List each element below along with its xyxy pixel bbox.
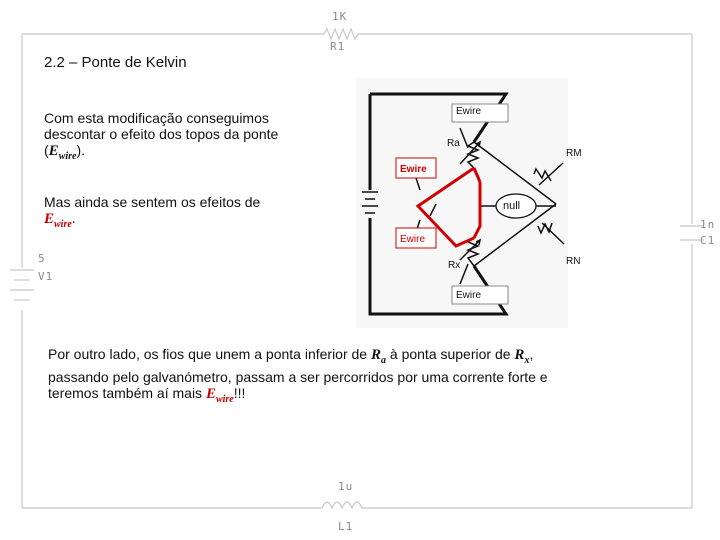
v1-ref-label: V1 — [38, 270, 54, 283]
c1-value-label: 1n — [700, 218, 716, 231]
p3-text2: à ponta superior de — [386, 346, 515, 362]
p3-line1 — [48, 346, 648, 369]
p3-text3: , — [529, 346, 534, 362]
ewire-letter: E — [44, 211, 55, 227]
ra-label: Ra — [447, 138, 460, 149]
l1-ref-label: L1 — [338, 520, 354, 533]
c1-ref-label: C1 — [700, 234, 716, 247]
rx-label: Rx — [448, 260, 461, 271]
l1-value-label: 1u — [338, 480, 354, 493]
ra-letter: R — [370, 347, 381, 363]
p2-line2 — [44, 210, 334, 233]
ewire-sub: wire — [54, 219, 72, 230]
p1-line1: Com esta modificação conseguimos — [44, 110, 269, 126]
ra-symbol — [370, 347, 386, 366]
r1-ref-label: R1 — [330, 40, 346, 53]
null-label: null — [503, 200, 521, 212]
p1-line2: descontar o efeito dos topos da ponte — [44, 126, 279, 142]
rx-symbol — [514, 347, 530, 366]
paragraph-2 — [44, 194, 334, 233]
p2-end: . — [71, 210, 76, 226]
v1-value-label: 5 — [38, 252, 46, 265]
ewire-left-bottom-label: Ewire — [400, 234, 426, 245]
p3-line2: passando pelo galvanómetro, passam a ser percorridos por uma corrente forte e — [48, 369, 548, 385]
p1-open: ( — [44, 142, 49, 158]
ewire-bottom-label: Ewire — [456, 290, 482, 301]
ewire-top-label: Ewire — [456, 106, 482, 117]
ewire-left-top-label: Ewire — [400, 164, 427, 175]
ewire-sub: wire — [58, 151, 77, 162]
p3-text1: Por outro lado, os fios que unem a ponta inferior de — [48, 346, 371, 362]
ewire-symbol — [48, 143, 77, 162]
p3-end: !!! — [233, 385, 246, 401]
p3-line3 — [48, 385, 648, 408]
p1-line3 — [44, 142, 334, 165]
paragraph-3 — [48, 346, 648, 408]
slide-title: 2.2 – Ponte de Kelvin — [44, 54, 187, 71]
ra-sub: a — [381, 355, 386, 366]
p3-text4: teremos também aí mais — [48, 385, 206, 401]
ewire-letter: E — [48, 143, 59, 159]
rx-sub: x — [524, 355, 530, 366]
p2-line1: Mas ainda se sentem os efeitos de — [44, 194, 261, 210]
paragraph-1 — [44, 110, 334, 165]
ewire-sub: wire — [215, 394, 234, 405]
rm-label: RM — [566, 148, 582, 159]
rx-letter: R — [514, 347, 525, 363]
rn-label: RN — [566, 256, 581, 267]
p1-close: ). — [76, 142, 86, 158]
ewire-symbol-red — [44, 211, 72, 230]
r1-value-label: 1K — [332, 10, 348, 23]
ewire-symbol-red-2 — [205, 386, 234, 405]
ewire-letter: E — [205, 386, 216, 402]
